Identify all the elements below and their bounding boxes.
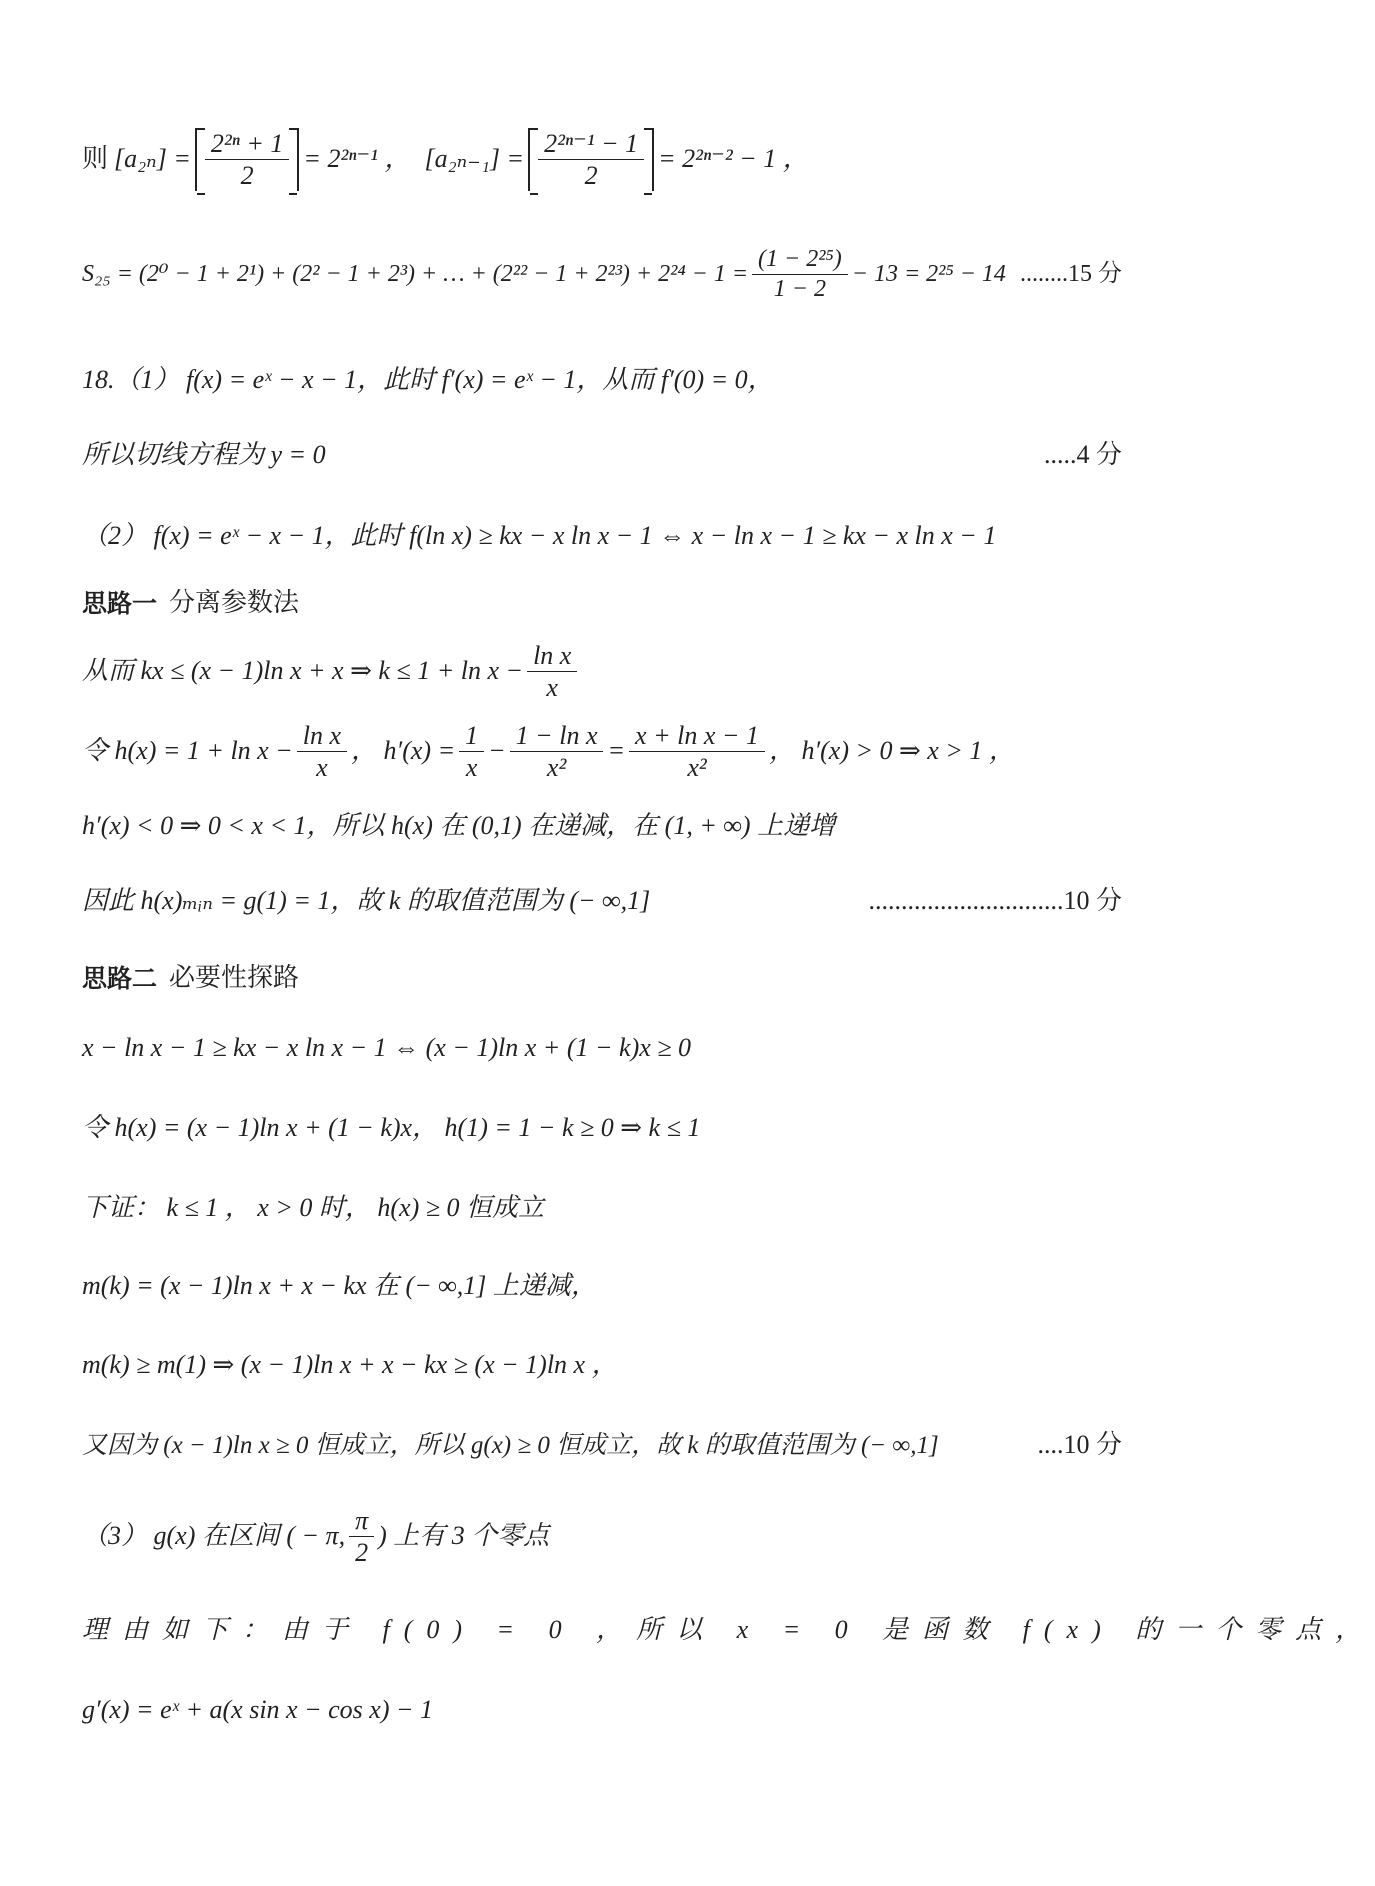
- line-separate-param: [82, 640, 1122, 703]
- expr-s25: S₂₅ = (2⁰ − 1 + 2¹) + (2² − 1 + 2³) + … + (2²² − 1 + 2²³) + 2²⁴ − 1 =: [82, 260, 749, 287]
- fraction-denominator: 2: [240, 161, 254, 191]
- fraction-h2: [459, 720, 484, 783]
- line-h-def-2: [82, 1110, 1122, 1146]
- text-ze: 则: [82, 144, 109, 175]
- fraction-numerator: ln x: [297, 720, 347, 752]
- fraction-numerator: (1 − 2²⁵): [752, 245, 848, 275]
- text-18-part1: 18.（1） f(x) = eˣ − x − 1，此时 f′(x) = eˣ − 1，从而 f′(0) = 0，: [82, 365, 774, 394]
- line-monotonic: [82, 808, 1122, 844]
- text-equivalence: x − ln x − 1 ≥ kx − x ln x − 1 ⇔ (x − 1)ln x + (1 − k)x ≥ 0: [82, 1033, 692, 1062]
- fraction-1: [205, 128, 290, 191]
- fraction-denominator: 2: [355, 1538, 369, 1568]
- expr-k-bound: 从而 kx ≤ (x − 1)ln x + x ⇒ k ≤ 1 + ln x −: [82, 656, 524, 686]
- fraction-numerator: x + ln x − 1: [629, 720, 765, 752]
- fraction-denominator: x: [316, 753, 328, 783]
- line-mk-bound: [82, 1347, 1122, 1383]
- text-18-part2: （2） f(x) = eˣ − x − 1，此时 f(ln x) ≥ kx − x ln x − 1 ⇔ x − ln x − 1 ≥ kx − x ln x − 1: [82, 521, 997, 550]
- fraction-numerator: ln x: [527, 640, 577, 672]
- expr-h-def: 令 h(x) = 1 + ln x −: [82, 736, 293, 766]
- line-approach-2: [82, 960, 1122, 996]
- line-s25: [82, 245, 1122, 304]
- score-10-a: ..............................10 分: [868, 886, 1122, 915]
- line-approach-1: [82, 585, 1122, 621]
- fraction-denominator: x: [546, 673, 558, 703]
- expr-a2n: [a₂ₙ] =: [114, 144, 191, 174]
- fraction-numerator: π: [349, 1505, 374, 1537]
- text-prove: 下证： k ≤ 1 ， x > 0 时， h(x) ≥ 0 恒成立: [82, 1193, 545, 1222]
- fraction-numerator: 1: [459, 720, 484, 752]
- fraction-lnx-x: [527, 640, 577, 703]
- fraction-h3: [510, 720, 604, 783]
- floor-bracket-1: [195, 128, 300, 191]
- expr-s25-tail: − 13 = 2²⁵ − 14: [851, 260, 1006, 287]
- text-tangent-equation: 所以切线方程为 y = 0: [82, 440, 326, 469]
- text-h-def-2: 令 h(x) = (x − 1)ln x + (1 − k)x， h(1) = 1 − k ≥ 0 ⇒ k ≤ 1: [82, 1113, 701, 1142]
- fraction-numerator: 2²ⁿ⁻¹ − 1: [538, 128, 644, 160]
- fraction-pi-2: [349, 1505, 374, 1568]
- line-18-1: [82, 362, 1122, 398]
- line-18-3: [82, 1505, 1122, 1568]
- score-15: ........15 分: [1020, 260, 1122, 287]
- fraction-denominator: x: [465, 753, 478, 783]
- line-g-prime: [82, 1692, 1122, 1728]
- score-10-b: ....10 分: [1037, 1430, 1122, 1459]
- expr-equals: =: [607, 736, 626, 766]
- fraction-numerator: 1 − ln x: [510, 720, 604, 752]
- expr-eq-1: = 2²ⁿ⁻¹ ，: [303, 144, 411, 174]
- text-mk-bound: m(k) ≥ m(1) ⇒ (x − 1)ln x + x − kx ≥ (x − 1)ln x ，: [82, 1350, 618, 1379]
- line-a2n-values: [82, 128, 1122, 191]
- fraction-denominator: 1 − 2: [773, 275, 826, 302]
- score-4: .....4 分: [1043, 440, 1122, 469]
- heading-approach-2: 思路二: [82, 963, 158, 993]
- fraction-denominator: 2: [584, 161, 598, 191]
- text-reason: 理由如下：由于 f(0) = 0 ，所以 x = 0 是函数 f(x) 的一个零点，: [82, 1615, 1375, 1644]
- line-h-def: [82, 720, 1122, 783]
- line-conclusion: [82, 1427, 1122, 1463]
- expr-h-positive: ， h′(x) > 0 ⇒ x > 1 ，: [768, 736, 1015, 766]
- floor-bracket-2: [528, 128, 654, 191]
- heading-approach-1: 思路一: [82, 588, 158, 618]
- line-18-2: [82, 518, 1122, 554]
- fraction-s25: [752, 245, 848, 304]
- fraction-h4: [629, 720, 765, 783]
- fraction-denominator: x²: [546, 753, 567, 783]
- expr-h-prime: ， h′(x) =: [351, 736, 456, 766]
- text-18-part3: （3） g(x) 在区间 ( − π,: [82, 1521, 346, 1551]
- text-min-value: 因此 h(x)ₘᵢₙ = g(1) = 1，故 k 的取值范围为 (− ∞,1]: [82, 886, 651, 915]
- text-approach-2: 必要性探路: [169, 963, 300, 993]
- expr-a2n-1: [a₂ₙ₋₁] =: [424, 144, 525, 174]
- line-prove: [82, 1190, 1122, 1226]
- line-equivalence: [82, 1030, 1122, 1066]
- text-g-prime: g′(x) = eˣ + a(x sin x − cos x) − 1: [82, 1695, 434, 1724]
- fraction-numerator: 2²ⁿ + 1: [205, 128, 290, 160]
- line-min-value: [82, 883, 1122, 919]
- text-monotonic: h′(x) < 0 ⇒ 0 < x < 1，所以 h(x) 在 (0,1) 在递减，在 (1, + ∞) 上递增: [82, 811, 836, 840]
- fraction-2: [538, 128, 644, 191]
- fraction-denominator: x²: [687, 753, 707, 783]
- text-approach-1: 分离参数法: [169, 588, 300, 618]
- text-mk-decreasing: m(k) = (x − 1)ln x + x − kx 在 (− ∞,1] 上递减，: [82, 1271, 597, 1300]
- line-reason: [82, 1612, 1375, 1648]
- text-three-zeros: ) 上有 3 个零点: [378, 1521, 550, 1551]
- line-mk-decreasing: [82, 1268, 1122, 1304]
- text-conclusion: 又因为 (x − 1)ln x ≥ 0 恒成立，所以 g(x) ≥ 0 恒成立，故 k 的取值范围为 (− ∞,1]: [82, 1431, 939, 1459]
- expr-eq-2: = 2²ⁿ⁻² − 1 ，: [658, 144, 809, 174]
- fraction-h1: [297, 720, 347, 783]
- expr-minus: −: [488, 736, 506, 766]
- line-tangent: [82, 437, 1122, 473]
